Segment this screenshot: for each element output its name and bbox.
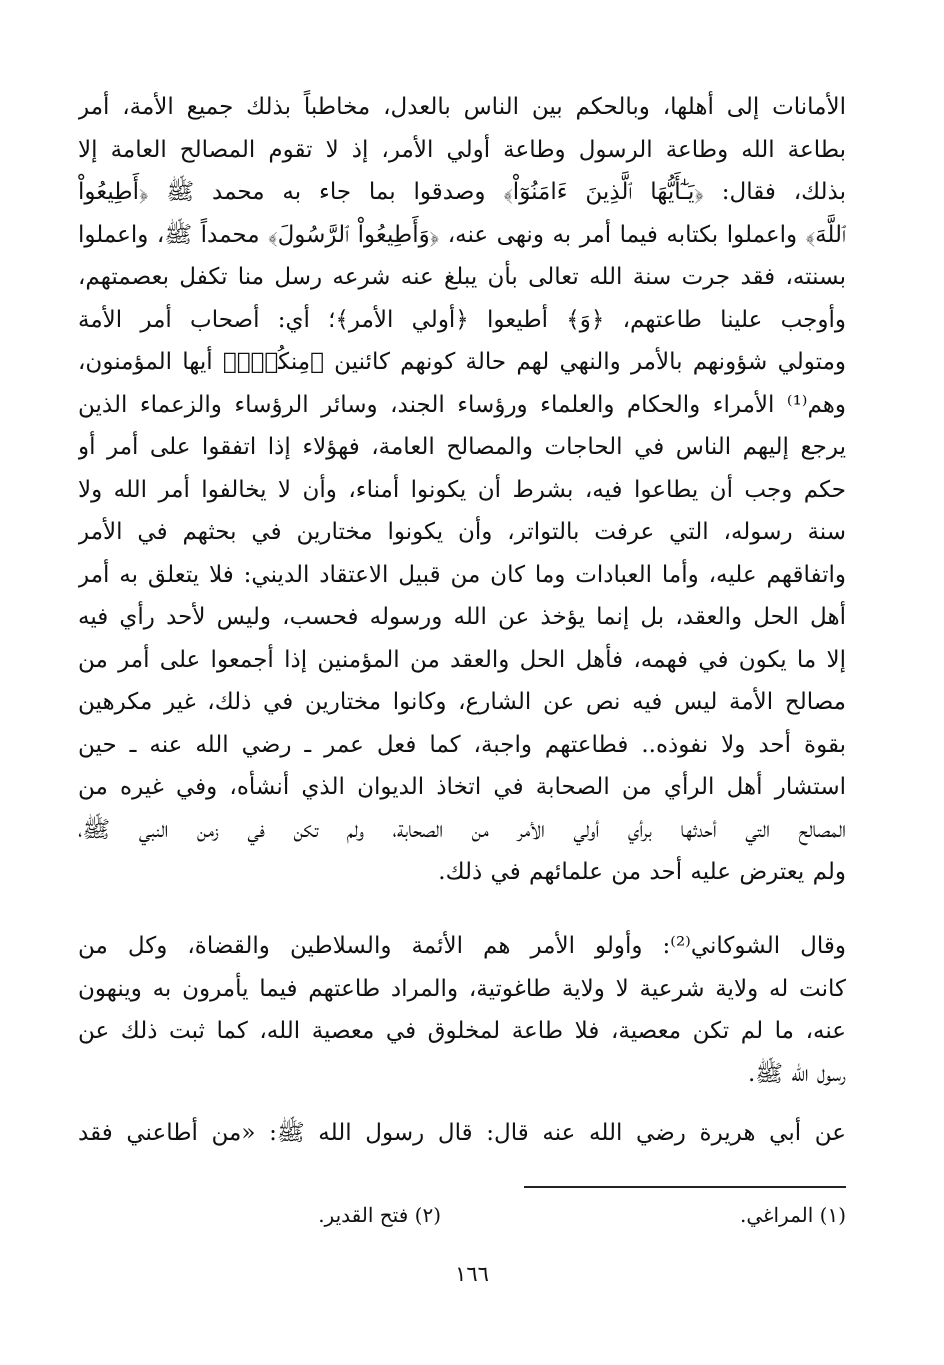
text-line: الأمانات إلى أهلها، وبالحكم بين الناس بالعدل، مخاطباً بذلك جميع الأمة، أمر [78, 94, 846, 120]
text-line: وقال الشوكاني⁽²⁾: وأولو الأمر هم الأئمة والسلاطين والقضاة، وكل من [78, 933, 846, 959]
text-line: واتفاقهم عليه، وأما العبادات وما كان من قبيل الاعتقاد الديني: فلا يتعلق به أمر [78, 561, 846, 588]
text-line: ولم يعترض عليه أحد من علمائهم في ذلك. [438, 859, 846, 885]
text-line: إلا ما يكون في فهمه، فأهل الحل والعقد من المؤمنين إذا أجمعوا على أمر من [78, 646, 846, 673]
text-line: كانت له ولاية شرعية لا ولاية طاغوتية، والمراد طاعتهم فيما يأمرون به وينهون [78, 975, 846, 1002]
text-line: حكم وجب أن يطاعوا فيه، بشرط أن يكونوا أمناء، وأن لا يخالفوا أمر الله ولا [78, 476, 846, 503]
text-line: عنه، ما لم تكن معصية، فلا طاعة لمخلوق في معصية الله، كما ثبت ذلك عن [78, 1018, 846, 1044]
paragraph-2 [78, 925, 846, 1095]
text-line: بقوة أحد ولا نفوذه.. فطاعتهم واجبة، كما فعل عمر ـ رضي الله عنه ـ حين [78, 731, 846, 758]
text-line: رسول الله ﷺ. [748, 1060, 846, 1087]
text-line: سنة رسوله، التي عرفت بالتواتر، وأن يكونوا مختارين في بحثهم في الأمر [78, 519, 846, 545]
footnote-separator [524, 1186, 846, 1188]
page-number: ١٦٦ [455, 1262, 489, 1286]
footnotes [78, 1203, 846, 1233]
text-line: ومتولي شؤونهم بالأمر والنهي لهم حالة كونهم كائنين ﴿مِنكُمْۖ﴾ أيها المؤمنون، [78, 349, 846, 375]
paragraph-3 [78, 1112, 846, 1155]
footnote-1: (١) المراغي. [739, 1203, 846, 1227]
text-line: وأوجب علينا طاعتهم، ﴿وَ﴾ أطيعوا ﴿أولي الأمر﴾؛ أي: أصحاب أمر الأمة [78, 306, 846, 333]
text-line: يرجع إليهم الناس في الحاجات والمصالح العامة، فهؤلاء إذا اتفقوا على أمر أو [78, 434, 846, 460]
text-line: استشار أهل الرأي من الصحابة في اتخاذ الديوان الذي أنشأه، وفي غيره من [78, 774, 846, 800]
text-line: بسنته، فقد جرت سنة الله تعالى بأن يبلغ عنه شرعه رسل منا تكفل بعصمتهم، [78, 264, 846, 290]
text-line: بذلك، فقال: ﴿يَـٰٓأَيُّهَا ٱلَّذِينَ ءَامَنُوٓاْ﴾ وصدقوا بما جاء به محمد ﷺ ﴿أَطِيعُواْ [78, 179, 846, 205]
text-line: عن أبي هريرة رضي الله عنه قال: قال رسول الله ﷺ: «من أطاعني فقد [78, 1120, 846, 1146]
text-line: ٱللَّهَ﴾ واعملوا بكتابه فيما أمر به ونهى عنه، ﴿وَأَطِيعُواْ ٱلرَّسُولَ﴾ محمداً ﷺ، واعملوا [78, 221, 846, 248]
text-line: مصالح الأمة ليس فيه نص عن الشارع، وكانوا مختارين في ذلك، غير مكرهين [78, 689, 846, 715]
text-line: أهل الحل والعقد، بل إنما يؤخذ عن الله ورسوله فحسب، وليس لأحد رأي فيه [78, 604, 846, 630]
text-line: بطاعة الله وطاعة الرسول وطاعة أولي الأمر، إذ لا تقوم المصالح العامة إلا [78, 136, 846, 163]
text-line: وهم⁽¹⁾ الأمراء والحكام والعلماء ورؤساء الجند، وسائر الرؤساء والزعماء الذين [78, 391, 846, 418]
paragraph-1 [78, 86, 846, 894]
footnote-2: (٢) فتح القدير. [318, 1203, 441, 1227]
text-line: المصالح التي أحدثها برأي أولي الأمر من الصحابة، ولم تكن في زمن النبي ﷺ، [78, 816, 846, 843]
